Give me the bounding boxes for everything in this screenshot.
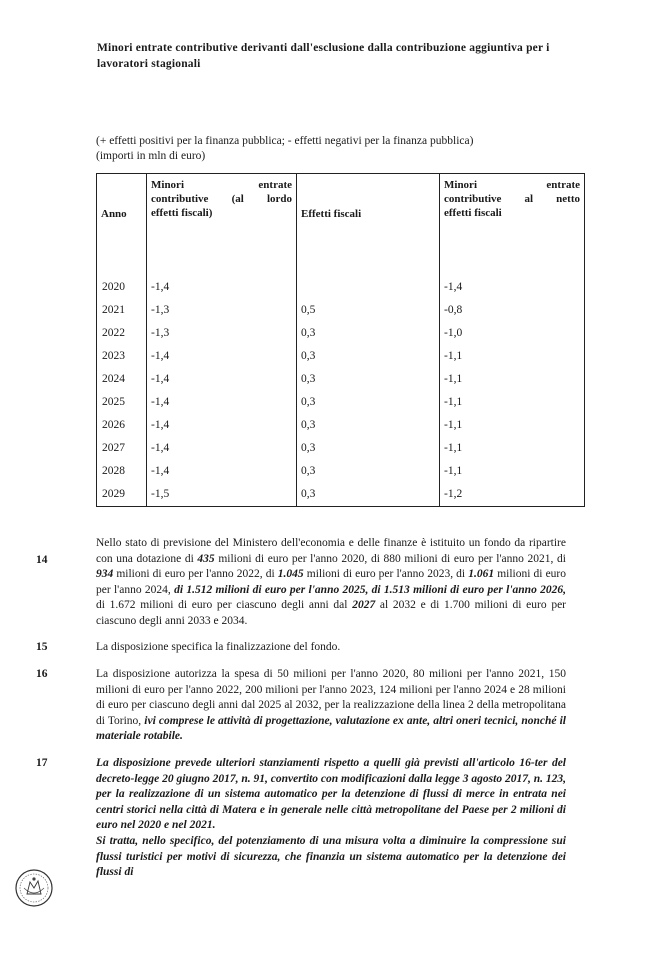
cell-lordo: -1,3 xyxy=(147,299,297,322)
cell-lordo: -1,5 xyxy=(147,483,297,507)
cell-anno: 2026 xyxy=(97,414,147,437)
page-title: Minori entrate contributive derivanti dall'esclusione dalla contribuzione aggiuntiva per i lavoratori stagionali xyxy=(97,42,550,70)
cell-anno: 2025 xyxy=(97,391,147,414)
cell-anno: 2024 xyxy=(97,368,147,391)
paragraph-17: La disposizione prevede ulteriori stanziamenti rispetto a quelli già previsti all'articolo 16-ter del decreto-legge 20 giugno 2017, n. 91, convertito con modificazioni dalla legge 3 agosto 2017, n. 123, per la realizzazione di un sistema automatico per la detenzione di flussi di merce in entrata nei centri storici nella città di Matera e in generale nelle città metropolitane del Paese per 2 milioni di euro nel 2020 e nel 2021. Si tratta, nello specifico, del potenziamento di una misura volta a diminuire la compressione sui flussi turistici per motivi di sicurezza, che finanzia un sistema automatico per la detenzione dei flussi di xyxy=(96,757,566,879)
cell-anno: 2028 xyxy=(97,460,147,483)
table-row xyxy=(97,483,585,507)
paragraph-number-17: 17 xyxy=(36,757,48,769)
cell-fiscali: 0,3 xyxy=(297,345,440,368)
paragraph-number-16: 16 xyxy=(36,668,48,680)
cell-anno: 2023 xyxy=(97,345,147,368)
header-fiscali: Effetti fiscali xyxy=(297,174,440,269)
cell-lordo: -1,4 xyxy=(147,414,297,437)
cell-fiscali xyxy=(297,268,440,299)
header-anno: Anno xyxy=(97,174,147,269)
table-row xyxy=(97,414,585,437)
cell-lordo: -1,4 xyxy=(147,437,297,460)
cell-netto: -0,8 xyxy=(440,299,585,322)
header-lordo: Minori entrate contributive (al lordo effetti fiscali) xyxy=(147,174,297,269)
table-row xyxy=(97,268,585,299)
cell-fiscali: 0,3 xyxy=(297,391,440,414)
note-units: (importi in mln di euro) xyxy=(96,150,206,162)
table-row xyxy=(97,299,585,322)
cell-fiscali: 0,3 xyxy=(297,483,440,507)
cell-lordo: -1,4 xyxy=(147,268,297,299)
cell-lordo: -1,4 xyxy=(147,391,297,414)
cell-netto: -1,1 xyxy=(440,345,585,368)
cell-netto: -1,1 xyxy=(440,368,585,391)
table-row xyxy=(97,437,585,460)
cell-netto: -1,1 xyxy=(440,460,585,483)
revenue-table xyxy=(96,173,585,507)
cell-anno: 2021 xyxy=(97,299,147,322)
official-seal-icon xyxy=(14,868,54,908)
table-row xyxy=(97,391,585,414)
paragraph-number-15: 15 xyxy=(36,641,48,653)
cell-netto: -1,1 xyxy=(440,391,585,414)
cell-netto: -1,4 xyxy=(440,268,585,299)
cell-netto: -1,2 xyxy=(440,483,585,507)
table-row xyxy=(97,345,585,368)
cell-fiscali: 0,3 xyxy=(297,368,440,391)
cell-fiscali: 0,3 xyxy=(297,414,440,437)
cell-anno: 2022 xyxy=(97,322,147,345)
table-row xyxy=(97,368,585,391)
cell-netto: -1,1 xyxy=(440,414,585,437)
cell-anno: 2020 xyxy=(97,268,147,299)
table-row xyxy=(97,322,585,345)
table-header-row xyxy=(97,174,585,269)
cell-anno: 2027 xyxy=(97,437,147,460)
cell-lordo: -1,3 xyxy=(147,322,297,345)
table-note xyxy=(96,134,566,164)
cell-fiscali: 0,3 xyxy=(297,460,440,483)
cell-fiscali: 0,3 xyxy=(297,437,440,460)
cell-fiscali: 0,3 xyxy=(297,322,440,345)
cell-fiscali: 0,5 xyxy=(297,299,440,322)
paragraph-14: Nello stato di previsione del Ministero dell'economia e delle finanze è istituito un fondo da ripartire con una dotazione di 435 milioni di euro per l'anno 2020, di 880 milioni di euro per l'anno 2021, di 934 milioni di euro per l'anno 2022, di 1.045 milioni di euro per l'anno 2023, di 1.061 milioni di euro per l'anno 2024, di 1.512 milioni di euro per l'anno 2025, di 1.513 milioni di euro per l'anno 2026, di 1.672 milioni di euro per ciascuno degli anni dal 2027 al 2032 e di 1.700 milioni di euro per ciascuno degli anni 2033 e 2034. xyxy=(96,537,567,627)
note-effects: (+ effetti positivi per la finanza pubblica; - effetti negativi per la finanza pubblica) xyxy=(96,135,474,147)
paragraph-16: La disposizione autorizza la spesa di 50 milioni per l'anno 2020, 80 milioni per l'anno 2021, 150 milioni di euro per l'anno 2022, 200 milioni per l'anno 2023, 124 milioni per l'anno 2024 e 28 milioni di euro per ciascuno degli anni dal 2025 al 2032, per la realizzazione della linea 2 della metropolitana di Torino, ivi comprese le attività di progettazione, valutazione ex ante, altri oneri tecnici, nonché il materiale rotabile. xyxy=(96,668,566,743)
header-netto: Minori entrate contributive al netto effetti fiscali xyxy=(440,174,585,269)
cell-lordo: -1,4 xyxy=(147,460,297,483)
paragraph-15: La disposizione specifica la finalizzazione del fondo. xyxy=(96,641,341,653)
cell-lordo: -1,4 xyxy=(147,368,297,391)
cell-lordo: -1,4 xyxy=(147,345,297,368)
cell-netto: -1,1 xyxy=(440,437,585,460)
table-row xyxy=(97,460,585,483)
cell-netto: -1,0 xyxy=(440,322,585,345)
cell-anno: 2029 xyxy=(97,483,147,507)
paragraph-number-14: 14 xyxy=(36,554,48,566)
